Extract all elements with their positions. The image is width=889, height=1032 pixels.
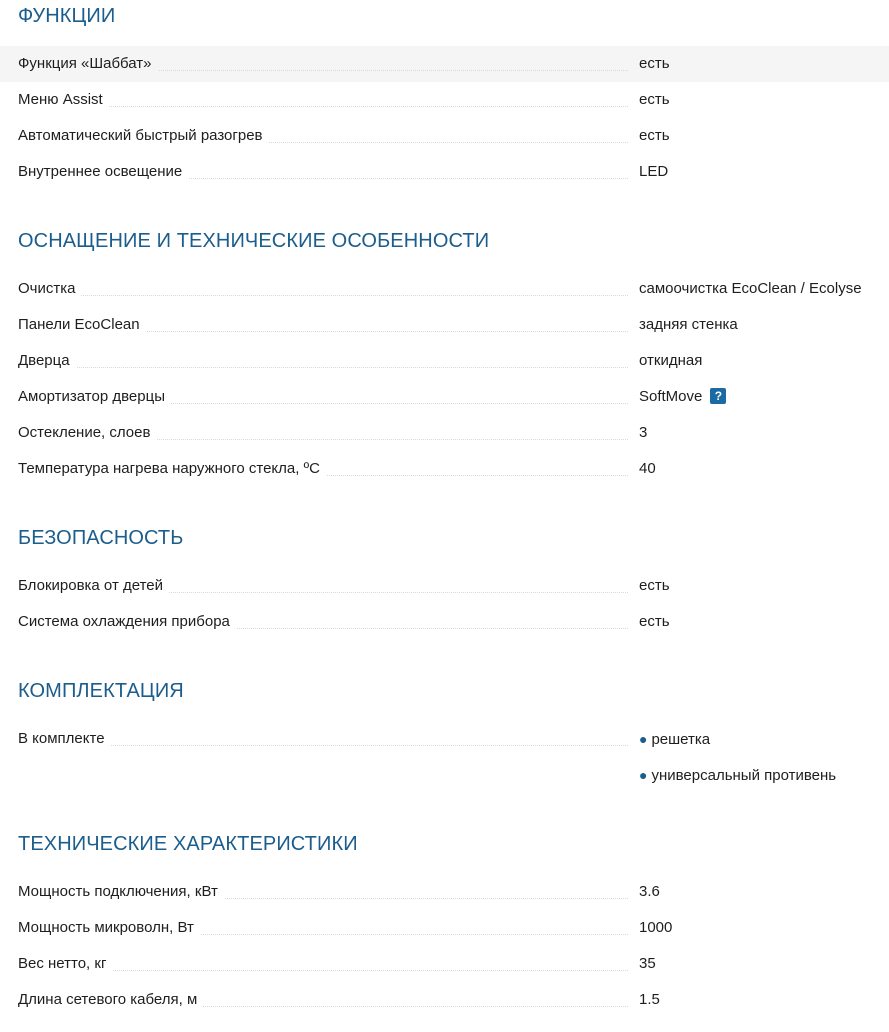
spec-row: [0, 451, 889, 487]
spec-label: Функция «Шаббат»: [18, 46, 628, 82]
spec-label: Внутреннее освещение: [18, 154, 628, 190]
spec-row: [0, 343, 889, 379]
dotted-leader: [18, 295, 628, 296]
spec-row: [0, 82, 889, 118]
spec-row: [0, 757, 889, 793]
spec-value: самоочистка EcoClean / Ecolyse: [639, 280, 862, 297]
spec-row: [0, 379, 889, 415]
section-title-specs: ТЕХНИЧЕСКИЕ ХАРАКТЕРИСТИКИ: [18, 833, 358, 855]
section-title-safety: БЕЗОПАСНОСТЬ: [18, 527, 184, 549]
spec-value-text: универсальный противень: [651, 767, 837, 784]
spec-value: откидная: [639, 352, 703, 369]
spec-value: LED: [639, 163, 669, 180]
spec-row: [0, 874, 889, 910]
spec-value: 1.5: [639, 991, 660, 1008]
spec-row: [0, 415, 889, 451]
spec-label: Остекление, слоев: [18, 415, 628, 451]
spec-label: Система охлаждения прибора: [18, 604, 628, 640]
spec-value: [639, 757, 836, 793]
spec-value: [639, 379, 726, 415]
spec-row: [0, 118, 889, 154]
spec-value: есть: [639, 91, 670, 108]
spec-label: Температура нагрева наружного стекла, ºC: [18, 451, 628, 487]
dotted-leader: [18, 367, 628, 368]
spec-label: Автоматический быстрый разогрев: [18, 118, 628, 154]
spec-row: [0, 46, 889, 82]
help-icon[interactable]: ?: [710, 388, 726, 404]
spec-value: 3.6: [639, 883, 660, 900]
spec-value: задняя стенка: [639, 316, 738, 333]
spec-label: Вес нетто, кг: [18, 946, 628, 982]
spec-row: [0, 982, 889, 1018]
spec-value: есть: [639, 577, 670, 594]
section-title-equipment: ОСНАЩЕНИЕ И ТЕХНИЧЕСКИЕ ОСОБЕННОСТИ: [18, 230, 490, 252]
spec-value: есть: [639, 613, 670, 630]
spec-row: [0, 154, 889, 190]
spec-row: [0, 568, 889, 604]
spec-label: Амортизатор дверцы: [18, 379, 628, 415]
section-title-package: КОМПЛЕКТАЦИЯ: [18, 680, 184, 702]
spec-value: [639, 721, 710, 757]
spec-value-text: SoftMove: [639, 388, 703, 405]
spec-value: есть: [639, 55, 670, 72]
bullet-icon: ●: [639, 767, 648, 783]
spec-row: [0, 946, 889, 982]
spec-row: [0, 604, 889, 640]
spec-label: Мощность подключения, кВт: [18, 874, 628, 910]
spec-label: В комплекте: [18, 721, 628, 757]
spec-value: есть: [639, 127, 670, 144]
spec-value: 3: [639, 424, 648, 441]
spec-value: 35: [639, 955, 656, 972]
spec-label: Очистка: [18, 271, 628, 307]
spec-row: [0, 721, 889, 757]
bullet-icon: ●: [639, 731, 648, 747]
spec-label: Дверца: [18, 343, 628, 379]
spec-value: 1000: [639, 919, 673, 936]
spec-label: Панели EcoClean: [18, 307, 628, 343]
spec-label: Длина сетевого кабеля, м: [18, 982, 628, 1018]
spec-label: Блокировка от детей: [18, 568, 628, 604]
section-title-functions: ФУНКЦИИ: [18, 5, 116, 27]
spec-label: Меню Assist: [18, 82, 628, 118]
spec-row: [0, 271, 889, 307]
spec-row: [0, 307, 889, 343]
spec-label: Мощность микроволн, Вт: [18, 910, 628, 946]
spec-value: 40: [639, 460, 656, 477]
dotted-leader: [18, 106, 628, 107]
spec-row: [0, 910, 889, 946]
spec-value-text: решетка: [651, 731, 711, 748]
